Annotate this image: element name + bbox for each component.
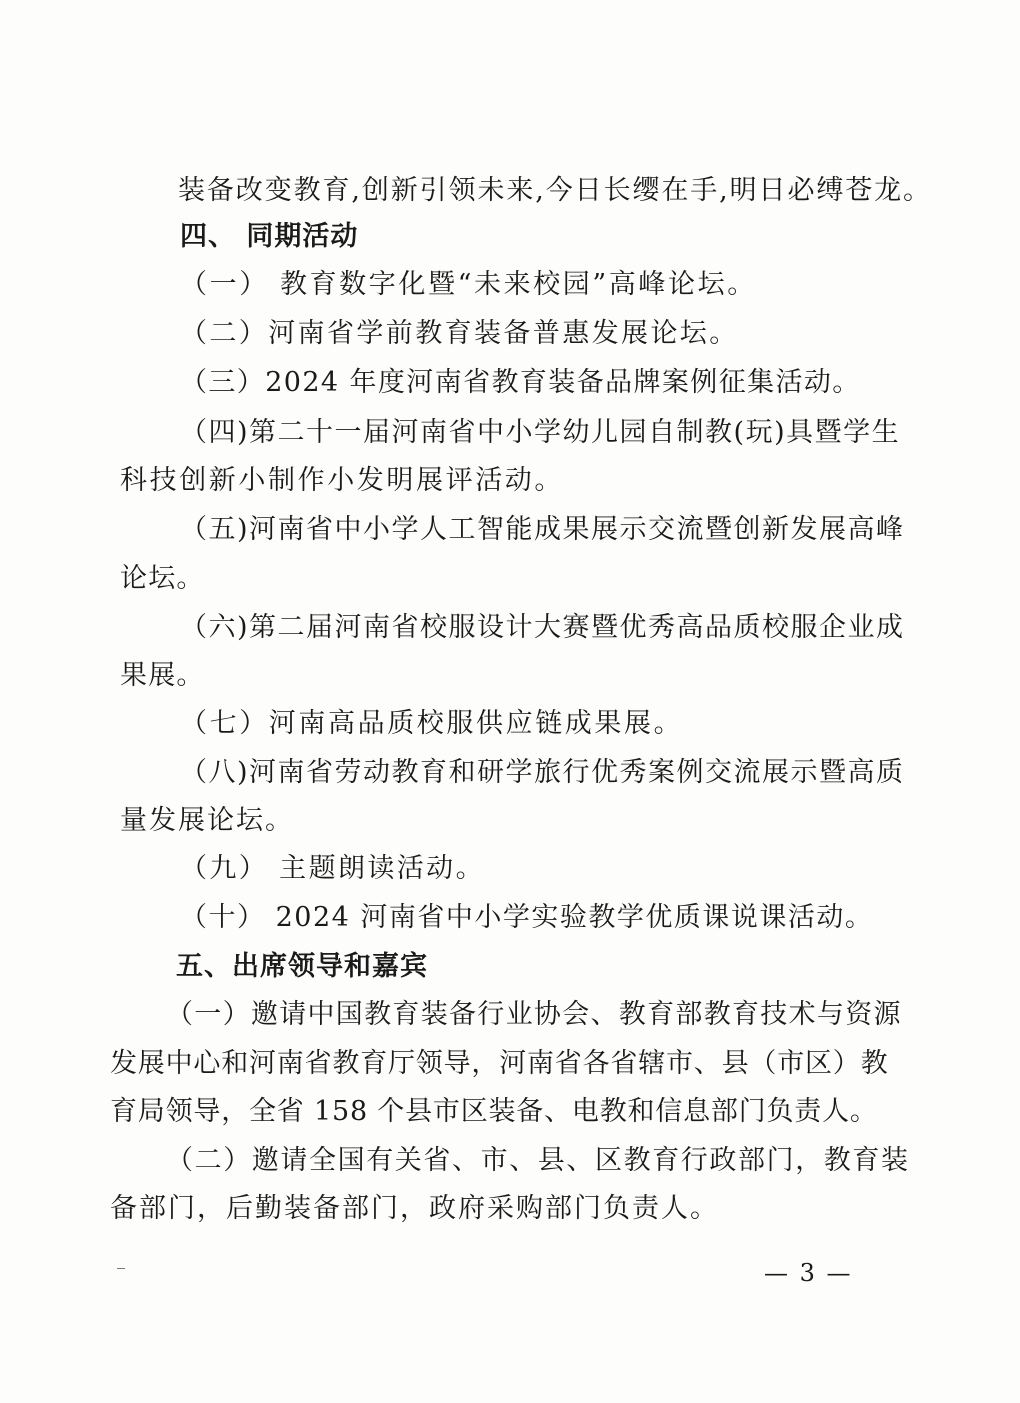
list-item: （三）2024 年度河南省教育装备品牌案例征集活动。 — [180, 367, 861, 398]
paragraph-line: （二）邀请全国有关省、市、县、区教育行政部门，教育装 — [166, 1145, 910, 1176]
paragraph-line: 发展中心和河南省教育厅领导，河南省各省辖市、县（市区）教 — [110, 1048, 889, 1079]
paragraph-line: 育局领导，全省 158 个县市区装备、电教和信息部门负责人。 — [110, 1096, 878, 1127]
list-item: （五)河南省中小学人工智能成果展示交流暨创新发展高峰 — [180, 514, 905, 545]
list-item: （四)第二十一届河南省中小学幼儿园自制教(玩)具暨学生 — [180, 417, 901, 448]
list-item-continuation: 量发展论坛。 — [120, 805, 294, 836]
list-item: （六)第二届河南省校服设计大赛暨优秀高品质校服企业成 — [180, 612, 905, 643]
list-item: （九） 主题朗读活动。 — [180, 853, 485, 884]
page-number: — 3 — — [764, 1259, 853, 1287]
list-item: （二）河南省学前教育装备普惠发展论坛。 — [180, 318, 739, 349]
section-heading-5: 五、出席领导和嘉宾 — [176, 951, 428, 982]
paragraph-line: （一）邀请中国教育装备行业协会、教育部教育技术与资源 — [166, 999, 902, 1030]
paragraph-line: 备部门，后勤装备部门，政府采购部门负责人。 — [110, 1193, 719, 1224]
list-item-continuation: 果展。 — [120, 660, 205, 691]
list-item-continuation: 科技创新小制作小发明展评活动。 — [120, 465, 564, 496]
list-item: （一） 教育数字化暨“未来校园”高峰论坛。 — [180, 269, 757, 300]
list-item: （八)河南省劳动教育和研学旅行优秀案例交流展示暨高质 — [180, 757, 905, 788]
list-item: （七）河南高品质校服供应链成果展。 — [180, 708, 684, 739]
scan-mark — [117, 1268, 125, 1269]
paragraph-line: 装备改变教育,创新引领未来,今日长缨在手,明日必缚苍龙。 — [178, 175, 932, 206]
section-heading-4: 四、 同期活动 — [180, 221, 359, 252]
list-item: （十） 2024 河南省中小学实验教学优质课说课活动。 — [180, 902, 874, 933]
list-item-continuation: 论坛。 — [120, 563, 205, 594]
